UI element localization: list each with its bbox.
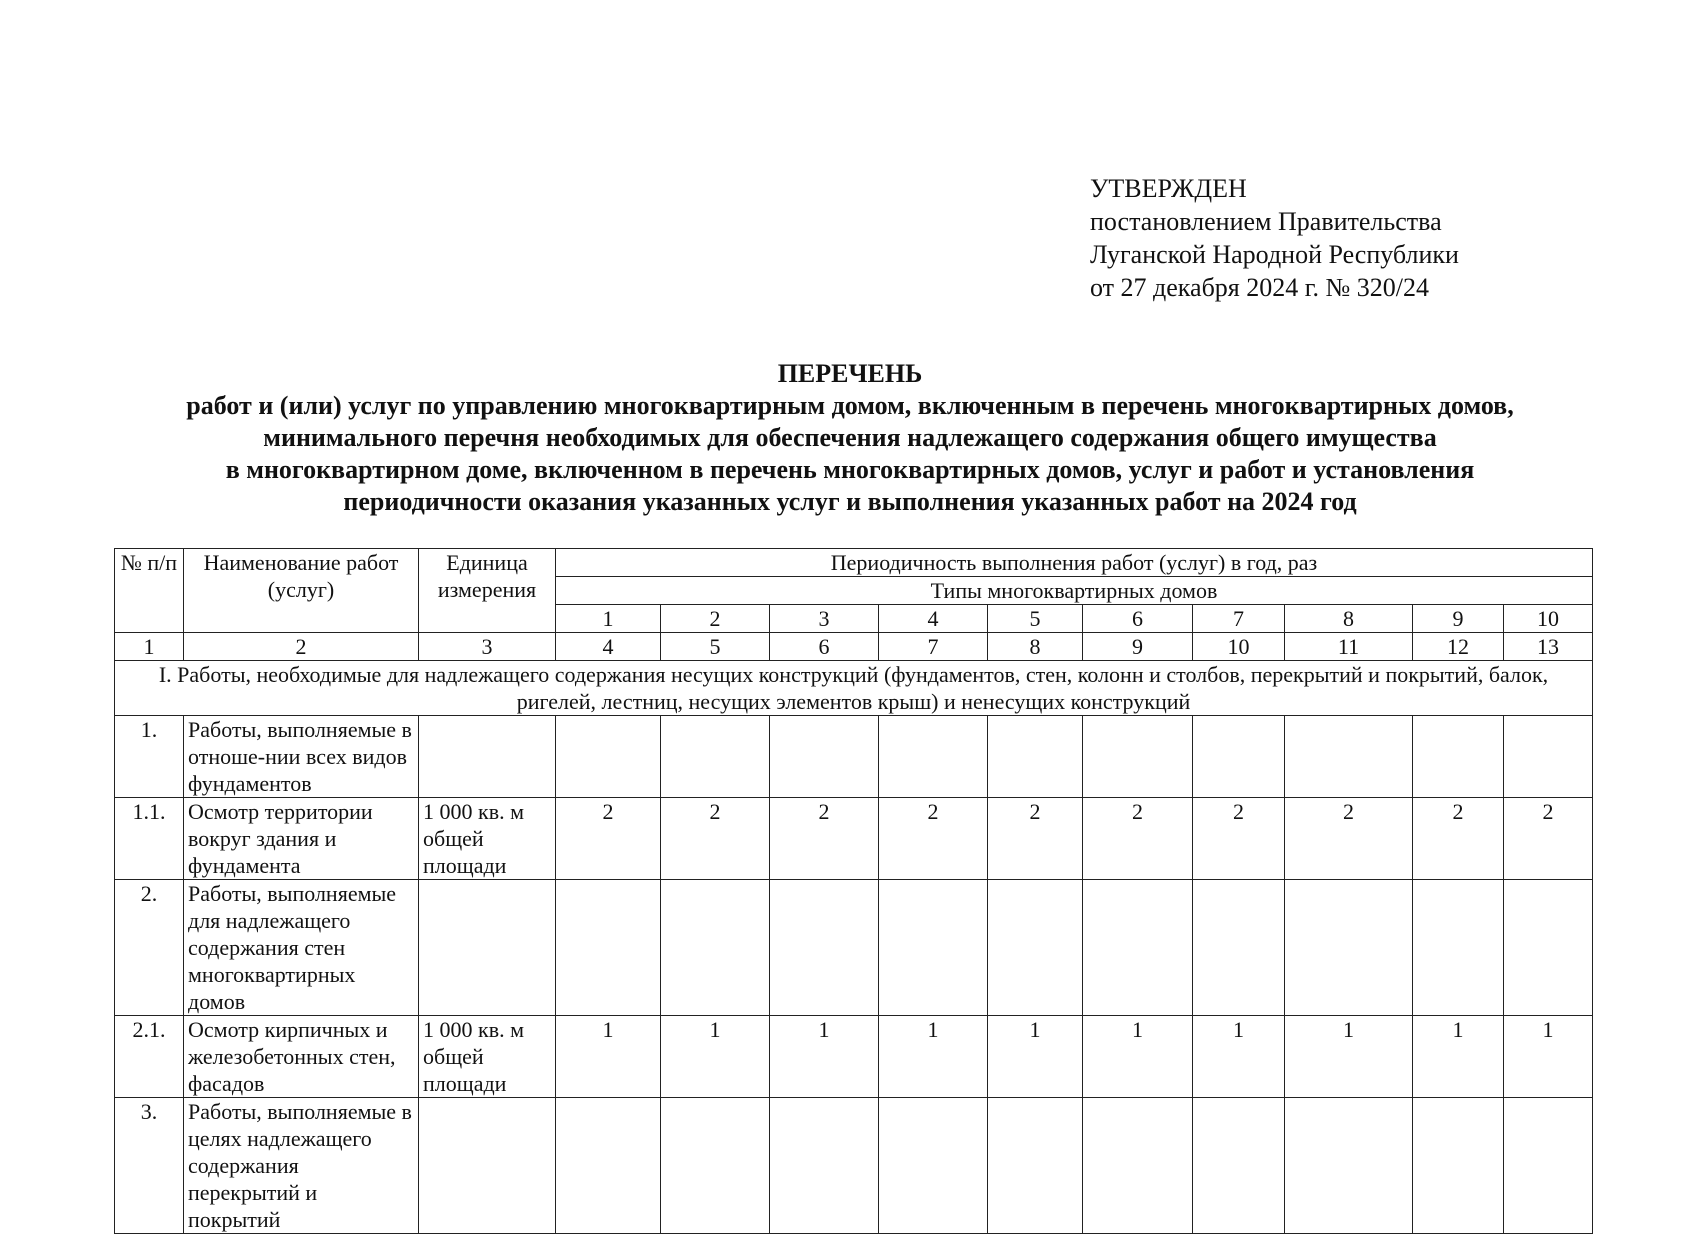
column-number-cell: 12 (1413, 633, 1504, 661)
row-value (1193, 880, 1285, 1016)
row-value (1083, 880, 1193, 1016)
row-value: 2 (661, 798, 770, 880)
type-number-cell: 8 (1285, 605, 1413, 633)
row-value (1083, 716, 1193, 798)
row-value (1504, 716, 1593, 798)
approval-line: Луганской Народной Республики (1090, 240, 1459, 269)
row-value: 1 (1285, 1016, 1413, 1098)
row-value: 1 (1504, 1016, 1593, 1098)
row-value: 1 (770, 1016, 879, 1098)
row-value (770, 880, 879, 1016)
header-name: Наименование работ (услуг) (184, 549, 419, 633)
row-value: 2 (1504, 798, 1593, 880)
row-name: Работы, выполняемые в отноше-нии всех видов фундаментов (184, 716, 419, 798)
table-row (115, 798, 1593, 880)
column-number-cell: 8 (988, 633, 1083, 661)
row-value (1413, 1098, 1504, 1234)
row-value: 2 (988, 798, 1083, 880)
row-value (1504, 880, 1593, 1016)
title-line: работ и (или) услуг по управлению многоквартирным домом, включенным в перечень многоквартирных домов, (186, 391, 1514, 420)
type-number-cell: 5 (988, 605, 1083, 633)
row-value: 2 (1413, 798, 1504, 880)
row-number: 1.1. (115, 798, 184, 880)
row-value: 1 (879, 1016, 988, 1098)
approval-line: постановлением Правительства (1090, 207, 1442, 236)
row-value: 2 (1193, 798, 1285, 880)
type-number-cell: 6 (1083, 605, 1193, 633)
row-value (556, 1098, 661, 1234)
row-value: 1 (1193, 1016, 1285, 1098)
row-value (1413, 716, 1504, 798)
row-value (556, 716, 661, 798)
column-number-row (115, 633, 1593, 661)
type-number-cell: 1 (556, 605, 661, 633)
row-value: 2 (879, 798, 988, 880)
row-number: 2.1. (115, 1016, 184, 1098)
row-unit (419, 880, 556, 1016)
title-line: периодичности оказания указанных услуг и выполнения указанных работ на 2024 год (343, 487, 1357, 516)
row-value (1193, 716, 1285, 798)
type-number-cell: 3 (770, 605, 879, 633)
title-line: минимального перечня необходимых для обеспечения надлежащего содержания общего имущества (263, 423, 1437, 452)
column-number-cell: 4 (556, 633, 661, 661)
row-unit: 1 000 кв. м общей площади (419, 798, 556, 880)
table-row (115, 1016, 1593, 1098)
row-value (1285, 1098, 1413, 1234)
row-value (1083, 1098, 1193, 1234)
column-number-cell: 5 (661, 633, 770, 661)
row-value (988, 716, 1083, 798)
row-value (770, 1098, 879, 1234)
row-value: 1 (661, 1016, 770, 1098)
table-row (115, 880, 1593, 1016)
row-name: Работы, выполняемые в целях надлежащего содержания перекрытий и покрытий (184, 1098, 419, 1234)
title-main: ПЕРЕЧЕНЬ (777, 359, 923, 388)
type-number-cell: 2 (661, 605, 770, 633)
row-value (1285, 716, 1413, 798)
works-table (114, 548, 1593, 1234)
row-unit (419, 1098, 556, 1234)
row-value (988, 1098, 1083, 1234)
approval-line: от 27 декабря 2024 г. № 320/24 (1090, 273, 1430, 302)
title-line: в многоквартирном доме, включенном в перечень многоквартирных домов, услуг и работ и установления (225, 455, 1475, 484)
table-row (115, 716, 1593, 798)
header-unit: Единица измерения (419, 549, 556, 633)
row-value (1193, 1098, 1285, 1234)
row-value: 1 (1413, 1016, 1504, 1098)
row-value: 2 (1083, 798, 1193, 880)
row-unit: 1 000 кв. м общей площади (419, 1016, 556, 1098)
column-number-cell: 3 (419, 633, 556, 661)
row-name: Осмотр кирпичных и железобетонных стен, фасадов (184, 1016, 419, 1098)
row-name: Работы, выполняемые для надлежащего содержания стен многоквартирных домов (184, 880, 419, 1016)
row-value (661, 716, 770, 798)
row-value: 2 (770, 798, 879, 880)
row-value: 1 (988, 1016, 1083, 1098)
row-value (879, 880, 988, 1016)
table-row (115, 1098, 1593, 1234)
row-number: 2. (115, 880, 184, 1016)
row-value: 2 (556, 798, 661, 880)
row-name: Осмотр территории вокруг здания и фундамента (184, 798, 419, 880)
row-value: 2 (1285, 798, 1413, 880)
document-title (110, 358, 1590, 518)
row-value (770, 716, 879, 798)
row-value: 1 (1083, 1016, 1193, 1098)
row-unit (419, 716, 556, 798)
type-number-cell: 7 (1193, 605, 1285, 633)
column-number-cell: 10 (1193, 633, 1285, 661)
row-value (661, 880, 770, 1016)
section-row (115, 661, 1593, 716)
section-heading: I. Работы, необходимые для надлежащего содержания несущих конструкций (фундаментов, стен, колонн и столбов, перекрытий и покрытий, балок, ригелей, лестниц, несущих элементов крыш) и ненесущих конструкций (115, 661, 1593, 716)
column-number-cell: 6 (770, 633, 879, 661)
type-number-cell: 4 (879, 605, 988, 633)
type-number-cell: 10 (1504, 605, 1593, 633)
row-number: 3. (115, 1098, 184, 1234)
data-rows (115, 716, 1593, 1234)
column-number-cell: 13 (1504, 633, 1593, 661)
column-number-cell: 7 (879, 633, 988, 661)
row-value (879, 1098, 988, 1234)
row-value (988, 880, 1083, 1016)
column-number-cell: 2 (184, 633, 419, 661)
type-number-cell: 9 (1413, 605, 1504, 633)
header-periodicity: Периодичность выполнения работ (услуг) в год, раз (556, 549, 1593, 577)
row-value (1285, 880, 1413, 1016)
approval-line: УТВЕРЖДЕН (1090, 174, 1247, 203)
row-value: 1 (556, 1016, 661, 1098)
approval-stamp (1090, 172, 1459, 304)
row-value (661, 1098, 770, 1234)
header-types: Типы многоквартирных домов (556, 577, 1593, 605)
column-number-cell: 9 (1083, 633, 1193, 661)
column-number-cell: 1 (115, 633, 184, 661)
row-value (1413, 880, 1504, 1016)
row-value (556, 880, 661, 1016)
column-number-cell: 11 (1285, 633, 1413, 661)
row-value (1504, 1098, 1593, 1234)
header-num: № п/п (115, 549, 184, 633)
row-number: 1. (115, 716, 184, 798)
row-value (879, 716, 988, 798)
